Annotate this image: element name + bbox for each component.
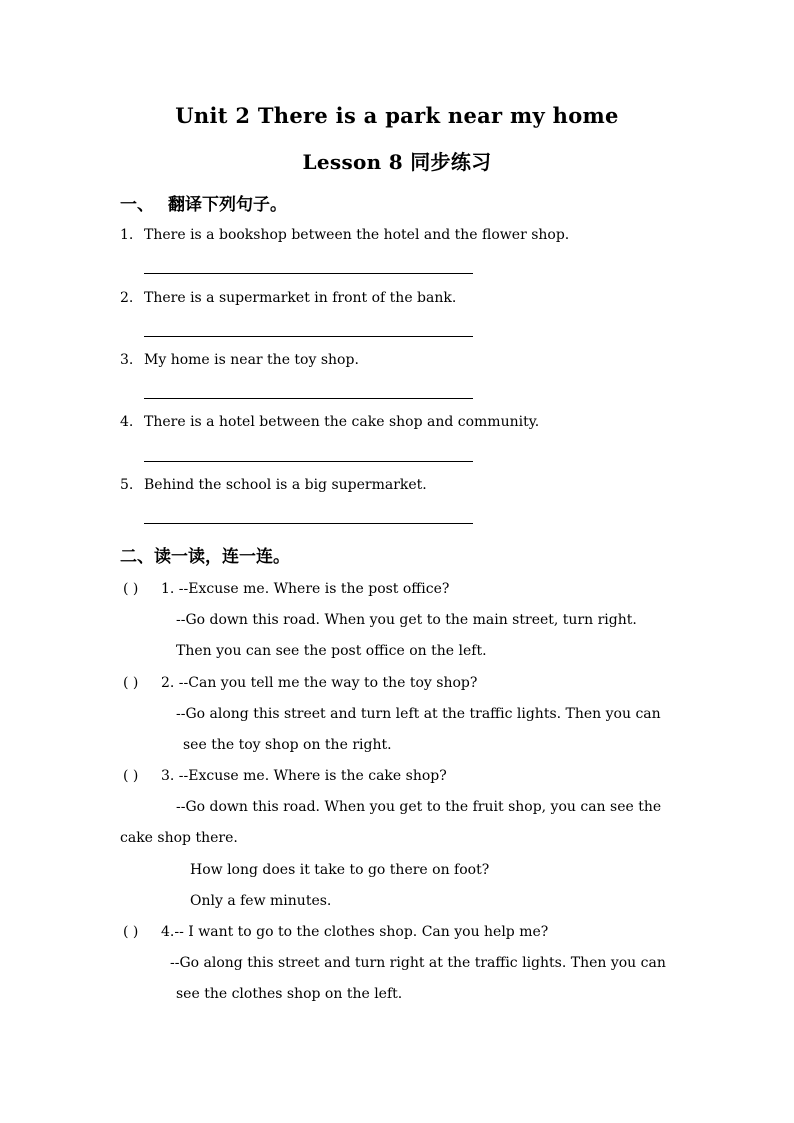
section1-number: 一、 (120, 195, 154, 215)
match-question-4 (123, 924, 548, 940)
answer-paren[interactable]: ( ) (123, 581, 139, 597)
answer-line: --Go down this road. When you get to the main street, turn right. (176, 612, 637, 628)
item-number: 3. (120, 352, 134, 368)
item-text: Behind the school is a big supermarket. (144, 477, 427, 493)
answer-line: Only a few minutes. (190, 893, 332, 909)
question-line: 3. --Excuse me. Where is the cake shop? (161, 768, 447, 784)
translate-item-2 (120, 290, 456, 306)
question-line: 4.-- I want to go to the clothes shop. Can you help me? (161, 924, 549, 940)
answer-paren[interactable]: ( ) (123, 924, 139, 940)
answer-line-3[interactable] (144, 398, 473, 399)
item-number: 1. (120, 227, 134, 243)
answer-line: How long does it take to go there on foot? (190, 862, 490, 878)
answer-line-2[interactable] (144, 336, 473, 337)
answer-line: Then you can see the post office on the left. (176, 643, 487, 659)
section2-heading: 二、读一读，连一连。 (120, 547, 290, 567)
item-text: There is a supermarket in front of the bank. (144, 290, 457, 306)
translate-item-5 (120, 477, 427, 493)
answer-line: --Go along this street and turn right at the traffic lights. Then you can (170, 955, 666, 971)
answer-line: see the clothes shop on the left. (176, 986, 403, 1002)
answer-line-4[interactable] (144, 461, 473, 462)
match-question-3 (123, 768, 447, 784)
question-line: 1. --Excuse me. Where is the post office? (161, 581, 450, 597)
item-text: There is a hotel between the cake shop and community. (144, 414, 540, 430)
section1-title: 翻译下列句子。 (168, 195, 287, 215)
item-number: 4. (120, 414, 134, 430)
answer-line: --Go down this road. When you get to the fruit shop, you can see the (176, 799, 662, 815)
answer-line: cake shop there. (120, 830, 238, 846)
answer-line-1[interactable] (144, 273, 473, 274)
answer-paren[interactable]: ( ) (123, 768, 139, 784)
translate-item-3 (120, 352, 359, 368)
item-number: 5. (120, 477, 134, 493)
match-question-1 (123, 581, 449, 597)
item-text: There is a bookshop between the hotel and the flower shop. (144, 227, 570, 243)
answer-line: --Go along this street and turn left at the traffic lights. Then you can (176, 706, 661, 722)
item-number: 2. (120, 290, 134, 306)
question-line: 2. --Can you tell me the way to the toy shop? (161, 675, 478, 691)
page-title: Unit 2 There is a park near my home (175, 103, 619, 128)
answer-paren[interactable]: ( ) (123, 675, 139, 691)
answer-line: see the toy shop on the right. (183, 737, 392, 753)
translate-item-1 (120, 227, 569, 243)
answer-line-5[interactable] (144, 523, 473, 524)
match-question-2 (123, 675, 477, 691)
page-subtitle: Lesson 8 同步练习 (302, 150, 492, 174)
section1-heading (120, 190, 287, 215)
item-text: My home is near the toy shop. (144, 352, 359, 368)
translate-item-4 (120, 414, 539, 430)
